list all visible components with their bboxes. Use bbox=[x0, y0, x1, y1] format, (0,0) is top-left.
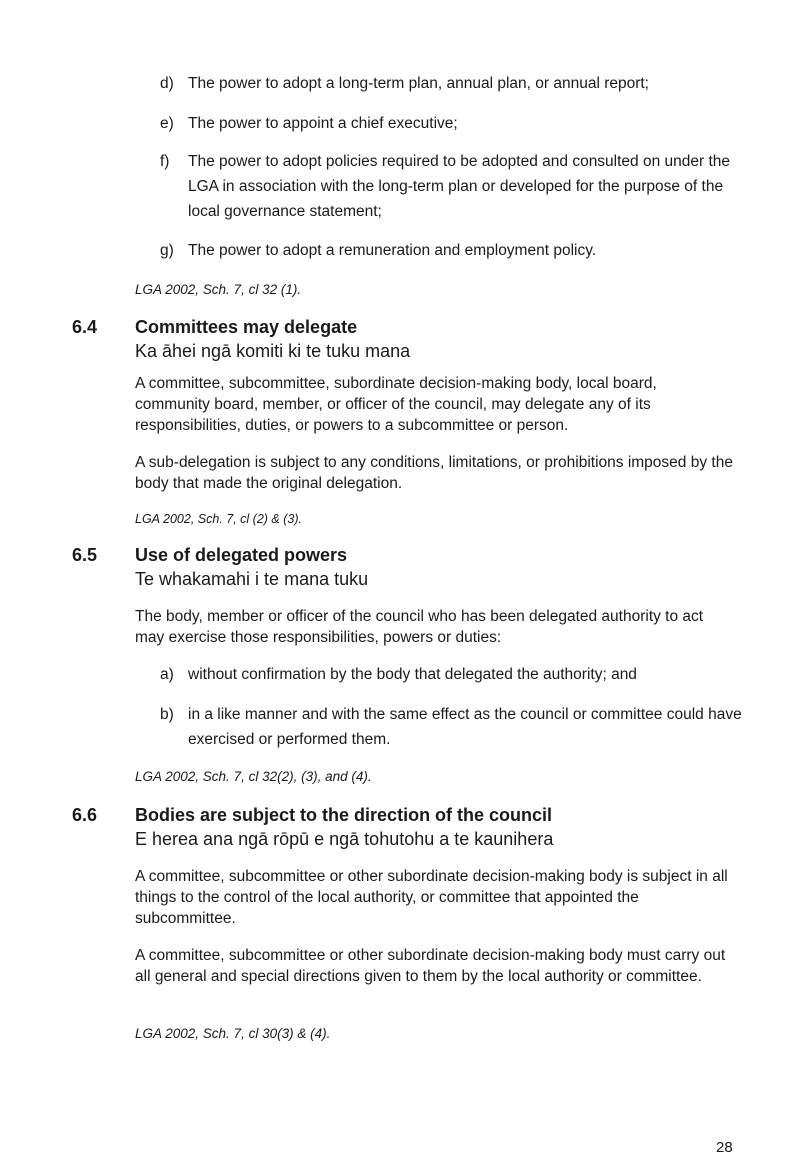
paragraph: A committee, subcommittee, subordinate decision-making body, local board, community board, member, or officer of the council, may delegate any of its responsibilities, duties, or powers to a subcommittee or person. bbox=[135, 375, 657, 434]
section-title: Bodies are subject to the direction of the council bbox=[135, 805, 553, 825]
list-item-f bbox=[160, 149, 750, 224]
citation: LGA 2002, Sch. 7, cl 32(2), (3), and (4). bbox=[135, 769, 372, 784]
paragraph: A sub-delegation is subject to any conditions, limitations, or prohibitions imposed by the body that made the original delegation. bbox=[135, 454, 733, 492]
page-number: 28 bbox=[716, 1139, 733, 1156]
section-number: 6.4 bbox=[72, 317, 98, 337]
list-letter: g) bbox=[160, 242, 174, 259]
citation: LGA 2002, Sch. 7, cl 32 (1). bbox=[135, 282, 302, 297]
list-item-d bbox=[160, 71, 750, 96]
citation: LGA 2002, Sch. 7, cl 30(3) & (4). bbox=[135, 1026, 331, 1041]
list-letter: b) bbox=[160, 706, 174, 723]
section-title: Use of delegated powers bbox=[135, 545, 348, 565]
list-letter: f) bbox=[160, 153, 170, 170]
list-letter: e) bbox=[160, 115, 174, 132]
list-item-e bbox=[160, 111, 750, 136]
section-number: 6.5 bbox=[72, 545, 98, 565]
list-letter: d) bbox=[160, 75, 174, 92]
list-item-b bbox=[160, 702, 750, 752]
list-text: in a like manner and with the same effect as the council or committee could have exercised or performed them. bbox=[188, 706, 742, 748]
list-text: The power to adopt a remuneration and employment policy. bbox=[188, 242, 597, 259]
list-text: without confirmation by the body that delegated the authority; and bbox=[188, 666, 637, 683]
list-text: The power to adopt a long-term plan, annual plan, or annual report; bbox=[188, 75, 649, 92]
section-subtitle: E herea ana ngā rōpū e ngā tohutohu a te kaunihera bbox=[135, 829, 554, 849]
section-title: Committees may delegate bbox=[135, 317, 358, 337]
paragraph: The body, member or officer of the council who has been delegated authority to act may exercise those responsibilities, powers or duties: bbox=[135, 608, 704, 646]
paragraph: A committee, subcommittee or other subordinate decision-making body must carry out all general and special directions given to them by the local authority or committee. bbox=[135, 947, 726, 985]
section-number: 6.6 bbox=[72, 805, 98, 825]
list-text: The power to adopt policies required to be adopted and consulted on under the LGA in association with the long-term plan or developed for the purpose of the local governance statement; bbox=[188, 153, 731, 220]
list-text: The power to appoint a chief executive; bbox=[188, 115, 458, 132]
citation: LGA 2002, Sch. 7, cl (2) & (3). bbox=[135, 512, 302, 526]
section-subtitle: Ka āhei ngā komiti ki te tuku mana bbox=[135, 341, 411, 361]
paragraph: A committee, subcommittee or other subordinate decision-making body is subject in all things to the control of the local authority, or committee that appointed the subcommittee. bbox=[135, 868, 728, 927]
list-item-a bbox=[160, 662, 750, 687]
section-subtitle: Te whakamahi i te mana tuku bbox=[135, 569, 369, 589]
list-item-g bbox=[160, 238, 750, 263]
list-letter: a) bbox=[160, 666, 174, 683]
